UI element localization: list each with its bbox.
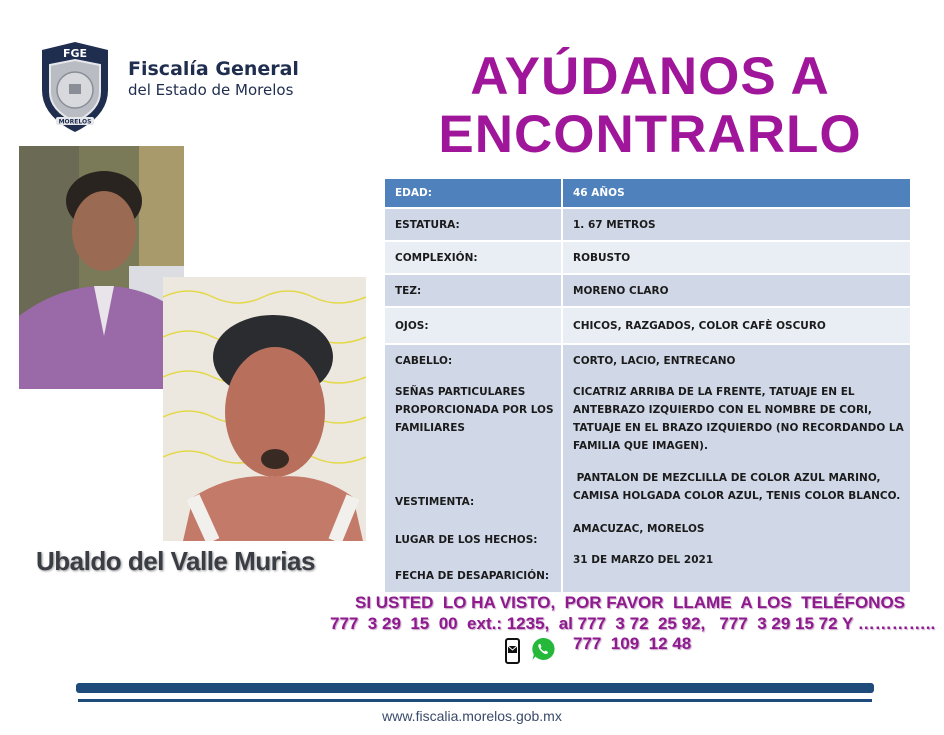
row-value: MORENO CLARO <box>573 284 669 297</box>
fge-badge-logo <box>38 40 112 134</box>
whatsapp-phone-number: 777 109 12 48 <box>573 634 692 653</box>
fecha-label: FECHA DE DESAPARICIÓN: <box>395 570 550 582</box>
cabello-value: CORTO, LACIO, ENTRECANO <box>573 355 736 367</box>
vestimenta-value: PANTALON DE MEZCLILLA DE COLOR AZUL MARINO, CAMISA HOLGADA COLOR AZUL, TENIS COLOR BLANCO. <box>573 472 901 502</box>
row-label: OJOS: <box>385 308 563 343</box>
missing-person-name: Ubaldo del Valle Murias <box>36 546 315 576</box>
photo-id-card <box>163 277 366 541</box>
lugar-label: LUGAR DE LOS HECHOS: <box>395 534 538 546</box>
whatsapp-icon <box>531 637 555 661</box>
svg-text:FGE: FGE <box>62 47 88 60</box>
photo-purple-shirt <box>19 146 184 389</box>
lugar-value: AMACUZAC, MORELOS <box>573 523 705 535</box>
org-subtitle: del Estado de Morelos <box>128 81 294 99</box>
table-row-tez <box>385 275 910 308</box>
details-table <box>385 179 910 592</box>
vestimenta-label: VESTIMENTA: <box>395 496 475 508</box>
row-value: 46 AÑOS <box>573 187 625 199</box>
page-title <box>400 48 900 164</box>
row-label: COMPLEXIÓN: <box>385 242 563 273</box>
svg-text:MORELOS: MORELOS <box>58 118 92 126</box>
row-label: EDAD: <box>385 179 563 207</box>
row-label: TEZ: <box>385 275 563 306</box>
cta-phone-numbers: 777 3 29 15 00 ext.: 1235, al 777 3 72 25 92, 777 3 29 15 72 Y ………….. <box>330 614 936 633</box>
call-to-action <box>330 592 936 634</box>
table-row-edad <box>385 179 910 209</box>
row-value: ROBUSTO <box>573 251 631 264</box>
table-row-details <box>385 345 910 592</box>
contact-icons <box>505 638 555 664</box>
senas-value: CICATRIZ ARRIBA DE LA FRENTE, TATUAJE EN EL ANTEBRAZO IZQUIERDO CON EL NOMBRE DE CORI, TATUAJE EN EL BRAZO IZQUIERDO (NO RECORDANDO LA FAMILIA QUE IMAGEN). <box>573 386 904 452</box>
cta-line-1: SI USTED LO HA VISTO, POR FAVOR LLAME A LOS TELÉFONOS <box>354 593 906 612</box>
row-value: CHICOS, RAZGADOS, COLOR CAFÈ OSCURO <box>573 319 826 332</box>
org-name: Fiscalía General <box>128 58 299 80</box>
website-link[interactable]: www.fiscalia.morelos.gob.mx <box>382 708 562 724</box>
senas-label: SEÑAS PARTICULARES PROPORCIONADA POR LOS FAMILIARES <box>395 386 554 434</box>
title-line-1: AYÚDANOS A <box>470 47 830 106</box>
table-row-estatura <box>385 209 910 242</box>
title-line-2: ENCONTRARLO <box>438 105 862 164</box>
fecha-value: 31 DE MARZO DEL 2021 <box>573 554 714 566</box>
row-value: 1. 67 METROS <box>573 218 656 231</box>
footer-bar <box>76 683 874 693</box>
table-row-complexion <box>385 242 910 275</box>
table-row-ojos <box>385 308 910 345</box>
row-label: ESTATURA: <box>385 209 563 240</box>
footer-divider <box>78 699 872 702</box>
cabello-label: CABELLO: <box>395 355 453 367</box>
